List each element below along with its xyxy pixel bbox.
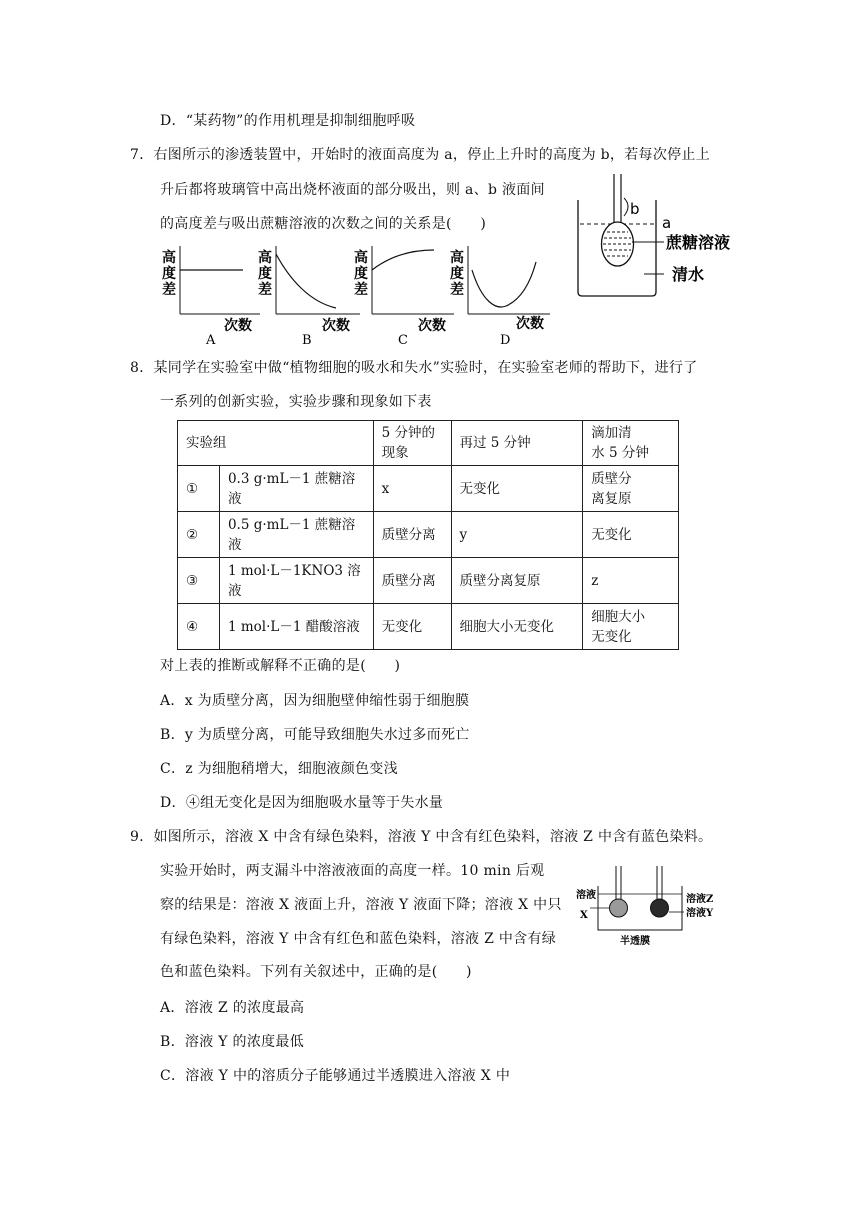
th-5min [373,421,451,466]
q9-stem-line3: 察的结果是：溶液 X 液面上升，溶液 Y 液面下降；溶液 X 中只 [160,897,562,913]
q9-figure [576,864,736,948]
q7-graph-a-xlabel: 次数 [224,318,252,334]
row-solution-l2: 液 [227,536,242,553]
q7-graph-b-ylabel-2: 度 [258,266,272,282]
row-solution-l2: 液 [227,582,242,599]
label-b: b [630,200,640,218]
row-c2: 无变化 [451,466,583,512]
label-y: 溶液Y [686,908,714,919]
label-a: a [662,214,672,232]
q8-option-a: A．x 为质壁分离，因为细胞壁伸缩性弱于细胞膜 [160,693,470,709]
q7-graph-d-ylabel-1: 高 [450,250,464,266]
q7-graph-a-ylabel-3: 差 [162,282,176,298]
q7-graph-c [354,246,454,348]
row-solution-l2: 液 [227,490,242,507]
funnel-x [610,899,628,917]
q7-graph-d-ylabel-2: 度 [450,266,464,282]
label-sucrose: 蔗糖溶液 [666,233,731,252]
q8-stem-line2: 一系列的创新实验，实验步骤和现象如下表 [160,394,432,410]
q7-graph-a-ylabel-2: 度 [162,266,176,282]
q7-graph-b [258,246,360,348]
q7-graph-c-ylabel-3: 差 [354,282,368,298]
row-solution-l1: 1 mol·L－1KNO3 溶 [227,562,361,579]
row-c3: 无变化 [583,512,679,558]
row-num: ① [178,466,220,512]
row-num: ④ [178,604,220,650]
q7-graph-b-ylabel-3: 差 [258,282,272,298]
q7-graph-b-curve [276,254,336,308]
q8-option-d: D．④组无变化是因为细胞吸水量等于失水量 [160,795,444,811]
row-c3-l2: 离复原 [591,490,632,507]
q7-stem-line3: 的高度差与吸出蔗糖溶液的次数之间的关系是( ) [160,216,487,232]
th-again: 再过 5 分钟 [451,421,583,466]
q7-stem-line2: 升后都将玻璃管中高出烧杯液面的部分吸出，则 a、b 液面间 [160,182,545,198]
funnel-y [651,899,669,917]
row-c2: y [451,512,583,558]
q7-graph-c-letter: C [398,333,408,348]
row-c3: z [583,558,679,604]
label-rongye: 溶液 [576,890,596,901]
th-5min-l1: 5 分钟的 [381,425,436,441]
q9-stem-line1: 9．如图所示，溶液 X 中含有绿色染料，溶液 Y 中含有红色染料，溶液 Z 中含有蓝色染料。 [130,829,713,845]
row-solution [219,466,373,512]
q7-apparatus [572,170,747,300]
row-c2: 细胞大小无变化 [451,604,583,650]
q7-graph-c-ylabel-2: 度 [354,266,368,282]
q7-graph-c-ylabel-1: 高 [354,250,368,266]
q9-stem-line4: 有绿色染料，溶液 Y 中含有红色和蓝色染料，溶液 Z 中含有绿 [160,931,557,947]
q7-graph-a [162,246,260,348]
th-group: 实验组 [178,421,374,466]
q6-option-d: D．“某药物”的作用机理是抑制细胞呼吸 [160,113,416,129]
row-c1: x [373,466,451,512]
row-c3-l1: 细胞大小 [591,608,646,625]
th-water-l2: 水 5 分钟 [591,445,649,461]
q9-option-b: B．溶液 Y 的浓度最低 [160,1034,305,1050]
q7-graph-c-curve [372,250,434,270]
table-row [178,558,679,604]
row-c3-l2: 无变化 [591,628,632,645]
q7-graph-d-curve [472,262,536,307]
row-c3 [583,466,679,512]
q7-graph-b-xlabel: 次数 [322,318,350,334]
q7-graph-a-ylabel-1: 高 [162,250,176,266]
q9-option-a: A．溶液 Z 的浓度最高 [160,1000,305,1016]
row-num: ② [178,512,220,558]
q8-option-c: C．z 为细胞稍增大，细胞液颜色变浅 [160,761,398,777]
q9-stem-line2: 实验开始时，两支漏斗中溶液液面的高度一样。10 min 后观 [160,863,545,879]
th-water-l1: 滴加清 [591,425,632,441]
label-membrane: 半透膜 [620,936,650,947]
row-solution-l1: 0.5 g·mL－1 蔗糖溶 [227,516,356,533]
label-x: X [580,910,588,921]
q8-question: 对上表的推断或解释不正确的是( ) [160,658,401,674]
row-c2: 质壁分离复原 [451,558,583,604]
q7-stem-line1: 7．右图所示的渗透装置中，开始时的液面高度为 a，停止上升时的高度为 b，若每次停止上 [130,147,711,163]
q7-graph-c-xlabel: 次数 [418,318,446,334]
q7-graph-d-xlabel: 次数 [516,316,544,332]
label-water: 清水 [672,265,705,284]
row-c1: 质壁分离 [373,512,451,558]
q7-graphs [150,240,560,350]
row-c1: 无变化 [373,604,451,650]
q9-stem-line5: 色和蓝色染料。下列有关叙述中，正确的是( ) [160,964,472,980]
q8-table [177,420,679,650]
q7-graph-b-letter: B [302,333,312,348]
q8-option-b: B．y 为质壁分离，可能导致细胞失水过多而死亡 [160,727,470,743]
row-solution [219,558,373,604]
row-c3-l1: 质壁分 [591,470,632,487]
table-header-row [178,421,679,466]
q7-graph-d [450,246,550,348]
row-c1: 质壁分离 [373,558,451,604]
label-z: 溶液Z [686,894,714,905]
row-c3 [583,604,679,650]
row-solution [219,512,373,558]
table-row [178,604,679,650]
th-water [583,421,679,466]
table-row [178,466,679,512]
row-solution-l1: 0.3 g·mL－1 蔗糖溶 [227,470,356,487]
q7-graph-b-ylabel-1: 高 [258,250,272,266]
q7-graph-d-letter: D [500,333,511,348]
row-solution: 1 mol·L－1 醋酸溶液 [219,604,373,650]
q9-option-c: C．溶液 Y 中的溶质分子能够通过半透膜进入溶液 X 中 [160,1068,511,1084]
q8-stem-line1: 8．某同学在实验室中做“植物细胞的吸水和失水”实验时，在实验室老师的帮助下，进行了 [130,360,698,376]
q7-graph-d-ylabel-3: 差 [450,282,464,298]
row-num: ③ [178,558,220,604]
q7-graph-a-letter: A [206,333,216,348]
table-row [178,512,679,558]
th-5min-l2: 现象 [381,445,409,461]
